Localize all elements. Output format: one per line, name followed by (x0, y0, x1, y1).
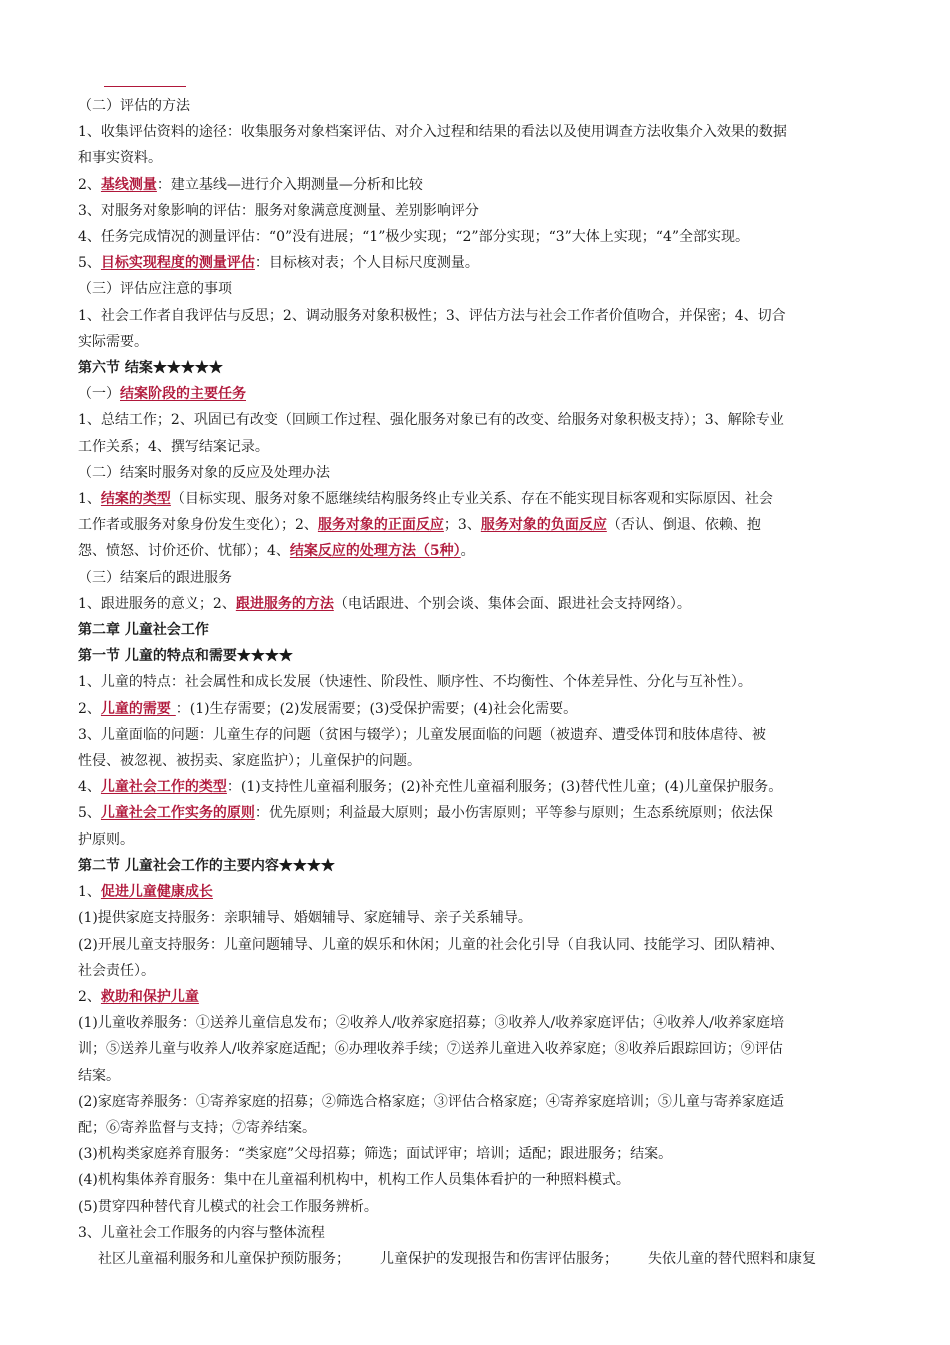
text-line: 3、对服务对象影响的评估：服务对象满意度测量、差别影响评分 (78, 202, 479, 219)
chapter-heading: 第二章 儿童社会工作 (78, 622, 209, 639)
text-line: 2、救助和保护儿童 (78, 988, 199, 1005)
key-term: 基线测量 (100, 176, 157, 193)
text-line: 1、结案的类型（目标实现、服务对象不愿继续结构服务终止专业关系、存在不能实现目标客观和实际原因、社会 (78, 491, 773, 508)
text-line: 性侵、被忽视、被拐卖、家庭监护）；儿童保护的问题。 (78, 753, 421, 770)
section-heading: 第六节 结案★★★★★ (78, 360, 223, 377)
header-rule (104, 86, 186, 87)
text-line: 1、促进儿童健康成长 (78, 884, 213, 901)
section-heading: 第一节 儿童的特点和需要★★★★ (78, 648, 293, 665)
text-line: 实际需要。 (78, 333, 148, 350)
key-term: 救助和保护儿童 (100, 988, 199, 1005)
text-line: 工作关系；4、撰写结案记录。 (78, 438, 269, 455)
document-body (78, 93, 874, 1272)
text-line: 2、基线测量：建立基线—进行介入期测量—分析和比较 (78, 176, 423, 193)
text-line: 1、社会工作者自我评估与反思；2、调动服务对象积极性；3、评估方法与社会工作者价值吻合，并保密；4、切合 (78, 307, 786, 324)
key-term: 服务对象的正面反应 (317, 517, 444, 534)
text-line: 配；⑥寄养监督与支持；⑦寄养结案。 (78, 1119, 316, 1136)
key-term: 服务对象的负面反应 (480, 517, 607, 534)
text-line: （三）结案后的跟进服务 (78, 569, 232, 586)
text-line: 5、儿童社会工作实务的原则：优先原则；利益最大原则；最小伤害原则；平等参与原则；生态系统原则；依法保 (78, 805, 773, 822)
text-line: 1、跟进服务的意义；2、跟进服务的方法（电话跟进、个别会谈、集体会面、跟进社会支持网络）。 (78, 595, 691, 612)
text-line: (1)提供家庭支持服务：亲职辅导、婚姻辅导、家庭辅导、亲子关系辅导。 (78, 910, 532, 927)
text-line: 工作者或服务对象身份发生变化）；2、服务对象的正面反应；3、服务对象的负面反应（否认、倒退、依赖、抱 (78, 517, 761, 534)
text-line: 4、儿童社会工作的类型：(1)支持性儿童福利服务；(2)补充性儿童福利服务；(3)替代性儿童；(4)儿童保护服务。 (78, 779, 783, 796)
key-term: 结案反应的处理方法（5种） (289, 543, 461, 560)
text-line: (1)儿童收养服务：①送养儿童信息发布；②收养人/收养家庭招募；③收养人/收养家庭评估；④收养人/收养家庭培 (78, 1015, 784, 1032)
text-line: 怨、愤怒、讨价还价、忧郁）；4、结案反应的处理方法（5种）。 (78, 543, 475, 560)
text-line: (5)贯穿四种替代育儿模式的社会工作服务辨析。 (78, 1198, 378, 1215)
text-line: 3、儿童面临的问题：儿童生存的问题（贫困与辍学）；儿童发展面临的问题（被遗弃、遭受体罚和肢体虐待、被 (78, 726, 766, 743)
text-line: 训；⑤送养儿童与收养人/收养家庭适配；⑥办理收养手续；⑦送养儿童进入收养家庭；⑧收养后跟踪回访；⑨评估 (78, 1041, 783, 1058)
text-line: 2、儿童的需要 ：(1)生存需要；(2)发展需要；(3)受保护需要；(4)社会化需要。 (78, 700, 578, 717)
key-term: 儿童的需要 (100, 700, 176, 717)
key-term: 儿童社会工作的类型 (100, 779, 227, 796)
text-line: 4、任务完成情况的测量评估：“0”没有进展；“1”极少实现；“2”部分实现；“3”大体上实现；“4”全部实现。 (78, 229, 750, 246)
key-term: 跟进服务的方法 (235, 595, 334, 612)
key-term: 结案阶段的主要任务 (120, 386, 246, 403)
key-term: 促进儿童健康成长 (100, 884, 213, 901)
text-line: 5、目标实现程度的测量评估：目标核对表；个人目标尺度测量。 (78, 255, 479, 272)
text-line: 护原则。 (78, 831, 134, 848)
section-heading: 第二节 儿童社会工作的主要内容★★★★ (78, 857, 335, 874)
text-line: 和事实资料。 (78, 150, 162, 167)
text-line: (3)机构类家庭养育服务：“类家庭”父母招募；筛选；面试评审；培训；适配；跟进服务；结案。 (78, 1146, 673, 1163)
text-line: 结案。 (78, 1067, 120, 1084)
text-line: （一）结案阶段的主要任务 (78, 386, 246, 403)
text-line: (2)开展儿童支持服务：儿童问题辅导、儿童的娱乐和休闲；儿童的社会化引导（自我认同、技能学习、团队精神、 (78, 936, 784, 953)
text-line: 3、儿童社会工作服务的内容与整体流程 (78, 1224, 325, 1241)
text-line: （二）结案时服务对象的反应及处理办法 (78, 464, 330, 481)
text-line: 1、总结工作；2、巩固已有改变（回顾工作过程、强化服务对象已有的改变、给服务对象积极支持）；3、解除专业 (78, 412, 784, 429)
text-line: （三）评估应注意的事项 (78, 281, 232, 298)
text-line: 1、儿童的特点：社会属性和成长发展（快速性、阶段性、顺序性、不均衡性、个体差异性、分化与互补性）。 (78, 674, 752, 691)
key-term: 儿童社会工作实务的原则 (100, 805, 255, 822)
key-term: 结案的类型 (100, 491, 171, 508)
text-line: 社会责任）。 (78, 962, 155, 979)
key-term: 目标实现程度的测量评估 (100, 255, 255, 272)
text-line: (2)家庭寄养服务：①寄养家庭的招募；②筛选合格家庭；③评估合格家庭；④寄养家庭培训；⑤儿童与寄养家庭适 (78, 1093, 784, 1110)
text-line: (4)机构集体养育服务：集中在儿童福利机构中，机构工作人员集体看护的一种照料模式。 (78, 1172, 630, 1189)
text-line: （二）评估的方法 (78, 98, 190, 114)
text-line: 社区儿童福利服务和儿童保护预防服务； 儿童保护的发现报告和伤害评估服务； 失依儿童的替代照料和康复 (98, 1250, 816, 1267)
text-line: 1、收集评估资料的途径：收集服务对象档案评估、对介入过程和结果的看法以及使用调查方法收集介入效果的数据 (78, 124, 787, 141)
